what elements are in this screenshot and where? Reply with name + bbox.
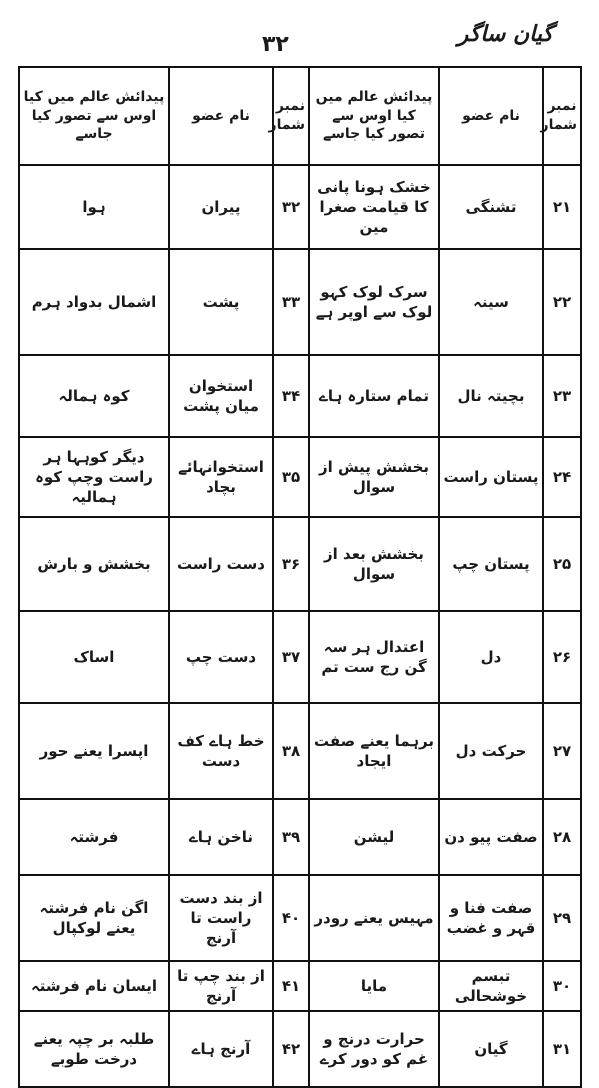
table-row xyxy=(19,1011,581,1087)
table-row xyxy=(19,875,581,961)
cell-organ-2: از بند دست راست تا آرنج xyxy=(169,875,273,961)
cell-serial: ۲۳ xyxy=(543,355,581,437)
cell-correspondence-2: اپسرا یعنے حور xyxy=(19,703,169,799)
cell-organ-2: پیران xyxy=(169,165,273,249)
cell-correspondence: تمام ستارہ ہاے xyxy=(309,355,439,437)
cell-correspondence-2: فرشتہ xyxy=(19,799,169,875)
book-title: گیان ساگر xyxy=(457,22,553,47)
cell-organ-2: دست چپ xyxy=(169,611,273,703)
cell-serial: ۲۱ xyxy=(543,165,581,249)
header-organ-name: نام عضو xyxy=(439,67,543,165)
header-serial-number: نمبر شمار xyxy=(543,67,581,165)
cell-correspondence-2: اشمال بدواد ہرم xyxy=(19,249,169,355)
cell-organ: صفت پیو دن xyxy=(439,799,543,875)
cell-organ: پستان راست xyxy=(439,437,543,517)
cell-organ: گیان xyxy=(439,1011,543,1087)
cell-correspondence: خشک ہونا پانی کا قیامت صغرا مین xyxy=(309,165,439,249)
table-row xyxy=(19,703,581,799)
cell-serial-2: ۳۸ xyxy=(273,703,309,799)
cell-organ-2: از بند چپ تا آرنج xyxy=(169,961,273,1011)
cell-serial-2: ۳۲ xyxy=(273,165,309,249)
table-row xyxy=(19,249,581,355)
cell-correspondence-2: اساک xyxy=(19,611,169,703)
cell-correspondence: مایا xyxy=(309,961,439,1011)
cell-correspondence-2: بخشش و بارش xyxy=(19,517,169,611)
cell-serial: ۲۷ xyxy=(543,703,581,799)
cell-serial-2: ۳۹ xyxy=(273,799,309,875)
cell-organ: حرکت دل xyxy=(439,703,543,799)
cell-organ-2: آرنج ہاے xyxy=(169,1011,273,1087)
cell-correspondence-2: کوہ ہمالہ xyxy=(19,355,169,437)
cell-serial: ۲۹ xyxy=(543,875,581,961)
cell-serial: ۲۵ xyxy=(543,517,581,611)
cell-serial-2: ۴۰ xyxy=(273,875,309,961)
table-row xyxy=(19,355,581,437)
table-row xyxy=(19,961,581,1011)
table-row xyxy=(19,799,581,875)
table-row xyxy=(19,517,581,611)
header-creation-correspondence-2: پیدائش عالم میں کیا اوس سے تصور کیا جاسے xyxy=(19,67,169,165)
cell-serial: ۳۰ xyxy=(543,961,581,1011)
table-row xyxy=(19,611,581,703)
cell-serial-2: ۳۷ xyxy=(273,611,309,703)
cell-organ: بچیتہ نال xyxy=(439,355,543,437)
cell-serial: ۲۸ xyxy=(543,799,581,875)
cell-serial-2: ۴۲ xyxy=(273,1011,309,1087)
cell-serial-2: ۳۳ xyxy=(273,249,309,355)
cell-serial: ۲۲ xyxy=(543,249,581,355)
cell-serial-2: ۳۴ xyxy=(273,355,309,437)
cell-organ: صفت فنا و قہر و غضب xyxy=(439,875,543,961)
cell-organ: پستان چپ xyxy=(439,517,543,611)
table-header-row xyxy=(19,67,581,165)
cell-organ-2: ناخن ہاے xyxy=(169,799,273,875)
cell-organ: تبسم خوشحالی xyxy=(439,961,543,1011)
cell-correspondence-2: دیگر کوہہا ہر راست وچپ کوہ ہمالیہ xyxy=(19,437,169,517)
cell-correspondence: سرک لوک کہو لوک سے اوپر ہے xyxy=(309,249,439,355)
cell-organ-2: استخوانہائے بچاد xyxy=(169,437,273,517)
cell-correspondence: برہما یعنے صفت ایجاد xyxy=(309,703,439,799)
cell-serial-2: ۳۵ xyxy=(273,437,309,517)
cell-serial: ۲۴ xyxy=(543,437,581,517)
header-organ-name-2: نام عضو xyxy=(169,67,273,165)
page-number: ۳۲ xyxy=(262,32,289,57)
cell-correspondence-2: ایسان نام فرشتہ xyxy=(19,961,169,1011)
cell-organ-2: استخوان میان پشت xyxy=(169,355,273,437)
cell-serial: ۳۱ xyxy=(543,1011,581,1087)
cell-correspondence: حرارت درنج و غم کو دور کرے xyxy=(309,1011,439,1087)
cell-organ: تشنگی xyxy=(439,165,543,249)
header-creation-correspondence: پیدائش عالم میں کیا اوس سے تصور کیا جاسے xyxy=(309,67,439,165)
table-row xyxy=(19,165,581,249)
cell-organ-2: خط ہاے کف دست xyxy=(169,703,273,799)
cell-correspondence: اعتدال ہر سہ گن رج ست تم xyxy=(309,611,439,703)
cell-correspondence: لیشن xyxy=(309,799,439,875)
cell-organ: دل xyxy=(439,611,543,703)
cell-organ-2: دست راست xyxy=(169,517,273,611)
ledger-table xyxy=(18,66,582,1088)
table-row xyxy=(19,437,581,517)
page-header xyxy=(0,0,599,66)
cell-correspondence: مہیس یعنے رودر xyxy=(309,875,439,961)
cell-correspondence-2: اگن نام فرشتہ یعنے لوکپال xyxy=(19,875,169,961)
cell-organ-2: پشت xyxy=(169,249,273,355)
header-serial-number-2: نمبر شمار xyxy=(273,67,309,165)
cell-serial-2: ۴۱ xyxy=(273,961,309,1011)
cell-correspondence: بخشش بعد از سوال xyxy=(309,517,439,611)
cell-serial: ۲۶ xyxy=(543,611,581,703)
cell-correspondence: بخشش پیش از سوال xyxy=(309,437,439,517)
cell-serial-2: ۳۶ xyxy=(273,517,309,611)
cell-correspondence-2: طلبہ بر چپہ یعنے درخت طوبے xyxy=(19,1011,169,1087)
cell-correspondence-2: ہوا xyxy=(19,165,169,249)
cell-organ: سینہ xyxy=(439,249,543,355)
